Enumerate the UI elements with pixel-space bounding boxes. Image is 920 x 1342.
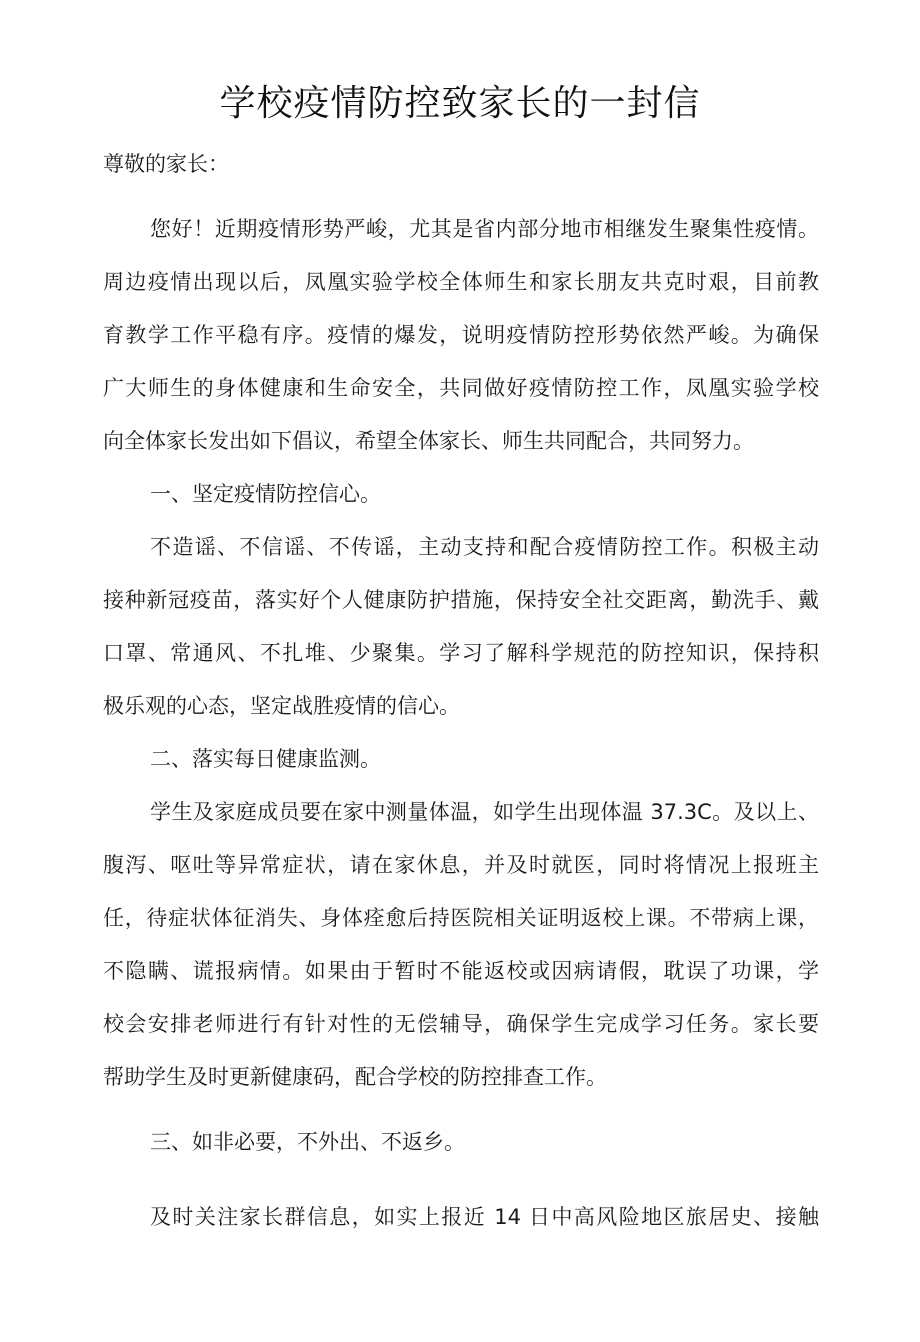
paragraph-line: 校会安排老师进行有针对性的无偿辅导，确保学生完成学习任务。家长要	[103, 1012, 819, 1036]
section-heading: 三、如非必要，不外出、不返乡。	[150, 1130, 465, 1154]
paragraph-line: 不造谣、不信谣、不传谣，主动支持和配合疫情防控工作。积极主动	[150, 535, 819, 559]
paragraph-line: 广大师生的身体健康和生命安全，共同做好疫情防控工作，凤凰实验学校	[103, 376, 819, 400]
document-title: 学校疫情防控致家长的一封信	[219, 83, 701, 124]
section-heading: 二、落实每日健康监测。	[150, 747, 381, 771]
paragraph-line: 及时关注家长群信息，如实上报近 14 日中高风险地区旅居史、接触	[150, 1205, 819, 1229]
paragraph-line: 任，待症状体征消失、身体痊愈后持医院相关证明返校上课。不带病上课，	[103, 906, 819, 930]
paragraph-line: 不隐瞒、谎报病情。如果由于暂时不能返校或因病请假，耽误了功课，学	[103, 959, 819, 983]
paragraph-line: 您好！近期疫情形势严峻，尤其是省内部分地市相继发生聚集性疫情。	[150, 217, 819, 241]
paragraph-line: 向全体家长发出如下倡议，希望全体家长、师生共同配合，共同努力。	[103, 429, 754, 453]
paragraph-line: 帮助学生及时更新健康码，配合学校的防控排查工作。	[103, 1065, 607, 1089]
letter-body	[103, 138, 819, 1244]
paragraph-line: 学生及家庭成员要在家中测量体温，如学生出现体温 37.3C。及以上、	[150, 800, 819, 824]
section-heading: 一、坚定疫情防控信心。	[150, 482, 381, 506]
paragraph-line: 口罩、常通风、不扎堆、少聚集。学习了解科学规范的防控知识，保持积	[103, 641, 819, 665]
paragraph-line: 接种新冠疫苗，落实好个人健康防护措施，保持安全社交距离，勤洗手、戴	[103, 588, 819, 612]
paragraph-line: 育教学工作平稳有序。疫情的爆发，说明疫情防控形势依然严峻。为确保	[103, 323, 819, 347]
paragraph-line: 极乐观的心态，坚定战胜疫情的信心。	[103, 694, 460, 718]
salutation: 尊敬的家长：	[103, 152, 229, 176]
paragraph-line: 周边疫情出现以后，凤凰实验学校全体师生和家长朋友共克时艰，目前教	[103, 270, 819, 294]
paragraph-line: 腹泻、呕吐等异常症状，请在家休息，并及时就医，同时将情况上报班主	[103, 853, 819, 877]
